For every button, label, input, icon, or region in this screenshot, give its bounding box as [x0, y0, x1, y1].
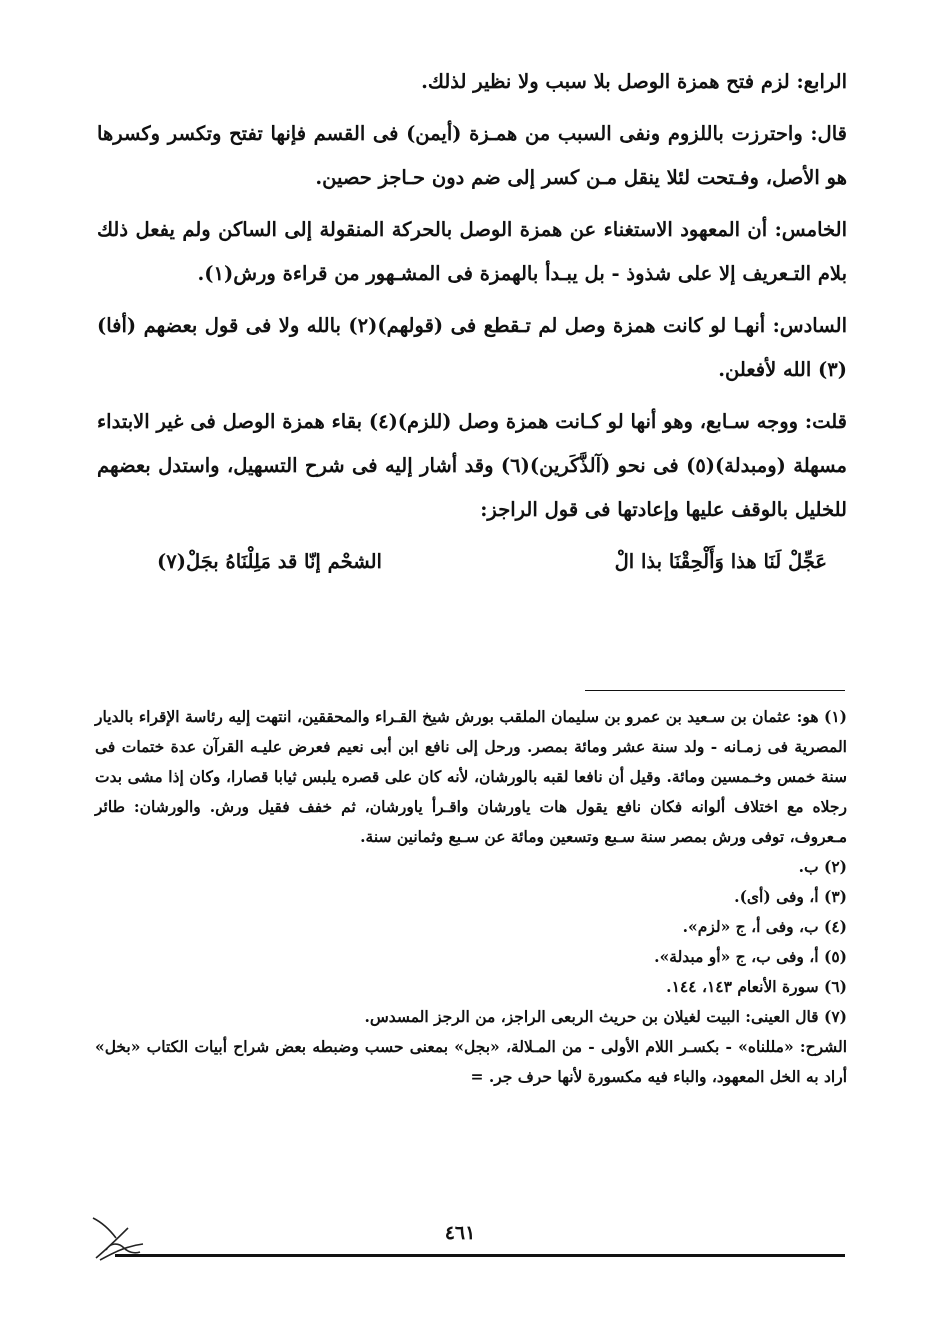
- footnote-6: (٦) سورة الأنعام ١٤٣، ١٤٤.: [666, 977, 847, 996]
- footer-rule: [115, 1254, 845, 1257]
- footnote-3: (٣) أ، وفى (أى).: [734, 887, 847, 906]
- page-number: ٤٦١: [444, 1222, 476, 1244]
- footnote-5: (٥) أ، وفى ب، ج «أو مبدلة».: [654, 947, 847, 966]
- footnote-sharh: الشرح: «مللناه» - بكسـر اللام الأولى - من المـلالة، «بجل» بمعنى حسب وضبطه بعض شراح أبيات الكتاب «بخل» أراد به الخل المعهود، والباء فيه مكسورة لأنها حرف جر. =: [95, 1037, 847, 1086]
- paragraph-qal: قال: واحترزت باللزوم ونفى السبب من همـزة (أيمن) فى القسم فإنها تفتح وتكسر وكسرها هو الأصل، وفـتحت لئلا ينقل مـن كسر إلى ضم دون حـاجز حصين.: [97, 122, 847, 189]
- footnote-7: (٧) قال العينى: البيت لغيلان بن حريث الربعى الراجز، من الرجز المسدس.: [364, 1007, 847, 1026]
- footnote-separator: [585, 690, 845, 691]
- decorative-flourish-icon: [88, 1198, 158, 1268]
- paragraph-sixth: السادس: أنهـا لو كانت همزة وصل لم تـقطع فى (قولهم)(٢) بالله ولا فى قول بعضهم (أفا)(٣) الله لأفعلن.: [97, 314, 847, 381]
- footnote-4: (٤) ب، وفى أ، ج «لزم».: [682, 917, 847, 936]
- verse-line: [97, 540, 847, 584]
- footnotes: [95, 702, 847, 1092]
- paragraph-fourth: الرابع: لزم فتح همزة الوصل بلا سبب ولا نظير لذلك.: [421, 70, 847, 93]
- footnote-2: (٢) ب.: [798, 857, 847, 876]
- paragraph-fifth: الخامس: أن المعهود الاستغناء عن همزة الوصل بالحركة المنقولة إلى الساكن ولم يفعل ذلك بلام التـعريف إلا على شذوذ - بل يبـدأ بالهمزة فى المشـهور من قراءة ورش(١).: [97, 218, 847, 285]
- verse-first-hemistich: عَجِّلْ لَنَا هذا وَأَلْحِقْنَا بذا الْ: [614, 550, 827, 573]
- main-text: [97, 60, 847, 584]
- verse-second-hemistich: الشحْم إنّا قد مَلِلْنَاهُ بجَلْ(٧): [157, 550, 382, 573]
- footnote-1: (١) هو: عثمان بن سـعيد بن عمرو بن سليمان الملقب بورش شيخ القـراء والمحققين، انتهت إليه رئاسة الإقراء بالديار المصرية فى زمـانه - ولد سنة عشر ومائة بمصر. ورحل إلى نافع ابن أبى نعيم فعرض عليـه القرآن عدة ختمات فى سنة خمس وخـمسين ومائة. وقيل أن نافعا لقبه بالورشان، لأنه كان على قصره يلبس ثيابا قصارا، وكان إذا مشى بدت رجلاه مع اختلاف ألوانه فكان نافع يقول هات ياورشان واقـرأ ياورشان، ثم خفف فقيل ورش. والورشان: طائر مـعروف، توفى ورش بمصر سنة سـبع وتسعين ومائة عن سـبع وثمانين سنة.: [95, 707, 847, 846]
- paragraph-qultu: قلت: ووجه سـابع، وهو أنها لو كـانت همزة وصل (للزم)(٤) بقاء همزة الوصل فى غير الابتداء مسهلة (ومبدلة)(٥) فى نحو (آلذَّكَرين)(٦) وقد أشار إليه فى شرح التسهيل، واستدل بعضهم للخليل بالوقف عليها وإعادتها فى قول الراجز:: [97, 410, 848, 521]
